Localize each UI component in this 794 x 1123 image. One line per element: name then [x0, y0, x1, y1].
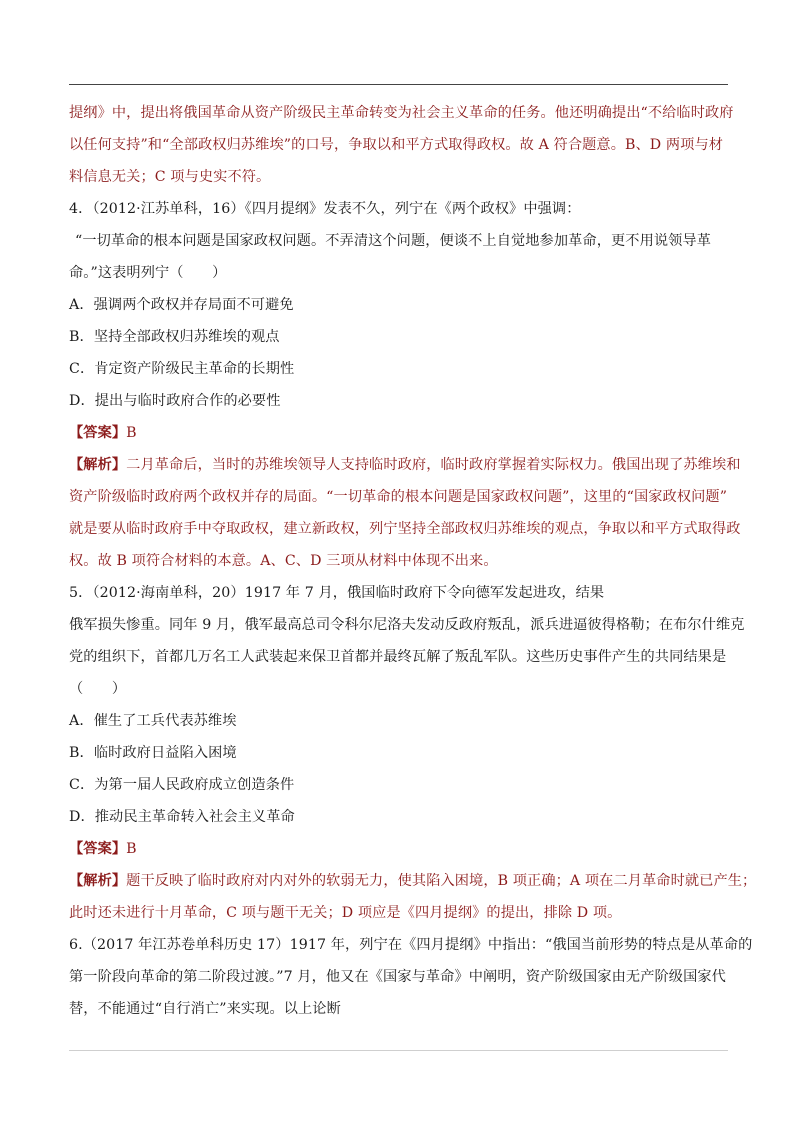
answer-tag: 【答案】 — [69, 841, 127, 857]
q5-stem-line: 党的组织下，首都几万名工人武装起来保卫首都并最终瓦解了叛乱军队。这些历史事件产生的共同结果是 — [69, 649, 727, 665]
header-rule — [69, 84, 728, 85]
q5-option-d: D．推动民主革命转入社会主义革命 — [69, 809, 295, 825]
q5-answer — [69, 833, 729, 865]
document-body — [69, 97, 757, 1025]
q5-option-b: B．临时政府日益陷入困境 — [69, 745, 237, 761]
answer-value: B — [126, 841, 137, 857]
q4-option-c: C．肯定资产阶级民主革命的长期性 — [69, 361, 295, 377]
q5-stem-line: 俄军损失惨重。同年 9 月，俄军最高总司令科尔尼洛夫发动反政府叛乱，派兵进逼彼得格勒；在布尔什维克 — [69, 617, 745, 633]
q4-stem-line: “一切革命的根本问题是国家政权问题。不弄清这个问题，便谈不上自觉地参加革命，更不用说领导革 — [75, 233, 712, 249]
analysis-tag: 【解析】 — [69, 457, 127, 473]
q4-option-b: B．坚持全部政权归苏维埃的观点 — [69, 329, 280, 345]
footer-rule — [69, 1050, 728, 1051]
analysis-tag: 【解析】 — [69, 873, 127, 889]
answer-tag: 【答案】 — [69, 425, 127, 441]
q4-analysis-line — [69, 449, 741, 481]
q6-stem-line: 6.（2017 年江苏卷单科历史 17）1917 年，列宁在《四月提纲》中指出：“俄国当前形势的特点是从革命的 — [69, 937, 753, 953]
q4-analysis-line: 权。故 B 项符合材料的本意。A、C、D 三项从材料中体现不出来。 — [69, 553, 498, 569]
q5-stem-line: 5．（2012·海南单科，20）1917 年 7 月，俄国临时政府下令向德军发起进攻，结果 — [69, 585, 605, 601]
analysis-text: 题干反映了临时政府对内对外的软弱无力，使其陷入困境，B 项正确；A 项在二月革命时就已产生； — [126, 873, 757, 889]
q5-option-c: C．为第一届人民政府成立创造条件 — [69, 777, 295, 793]
q5-stem-line: （ ） — [69, 681, 127, 697]
q4-stem-line: 4．（2012·江苏单科，16）《四月提纲》发表不久，列宁在《两个政权》中强调： — [69, 201, 581, 217]
q5-option-a: A．催生了工兵代表苏维埃 — [69, 713, 237, 729]
q4-option-a: A．强调两个政权并存局面不可避免 — [69, 297, 294, 313]
prev-analysis-line: 料信息无关；C 项与史实不符。 — [69, 169, 271, 185]
q4-answer — [69, 417, 729, 449]
prev-analysis-line: 以任何支持”和“全部政权归苏维埃”的口号，争取以和平方式取得政权。故 A 符合题意。B、D 两项与材 — [69, 137, 724, 153]
q5-analysis-line — [69, 865, 757, 897]
q4-analysis-line: 就是要从临时政府手中夺取政权，建立新政权，列宁坚持全部政权归苏维埃的观点，争取以和平方式取得政 — [69, 521, 741, 537]
q4-stem-line: 命。”这表明列宁（ ） — [69, 265, 227, 281]
prev-analysis-line: 提纲》中，提出将俄国革命从资产阶级民主革命转变为社会主义革命的任务。他还明确提出“不给临时政府 — [69, 105, 734, 121]
answer-value: B — [126, 425, 137, 441]
q4-option-d: D．提出与临时政府合作的必要性 — [69, 393, 281, 409]
q5-analysis-line: 此时还未进行十月革命，C 项与题干无关；D 项应是《四月提纲》的提出，排除 D 项。 — [69, 905, 622, 921]
q4-analysis-line: 资产阶级临时政府两个政权并存的局面。“一切革命的根本问题是国家政权问题”，这里的“国家政权问题” — [69, 489, 728, 505]
q6-stem-line: 替，不能通过“自行消亡”来实现。以上论断 — [69, 1001, 341, 1017]
analysis-text: 二月革命后，当时的苏维埃领导人支持临时政府，临时政府掌握着实际权力。俄国出现了苏维埃和 — [126, 457, 741, 473]
q6-stem-line: 第一阶段向革命的第二阶段过渡。”7 月，他又在《国家与革命》中阐明，资产阶级国家由无产阶级国家代 — [69, 969, 726, 985]
